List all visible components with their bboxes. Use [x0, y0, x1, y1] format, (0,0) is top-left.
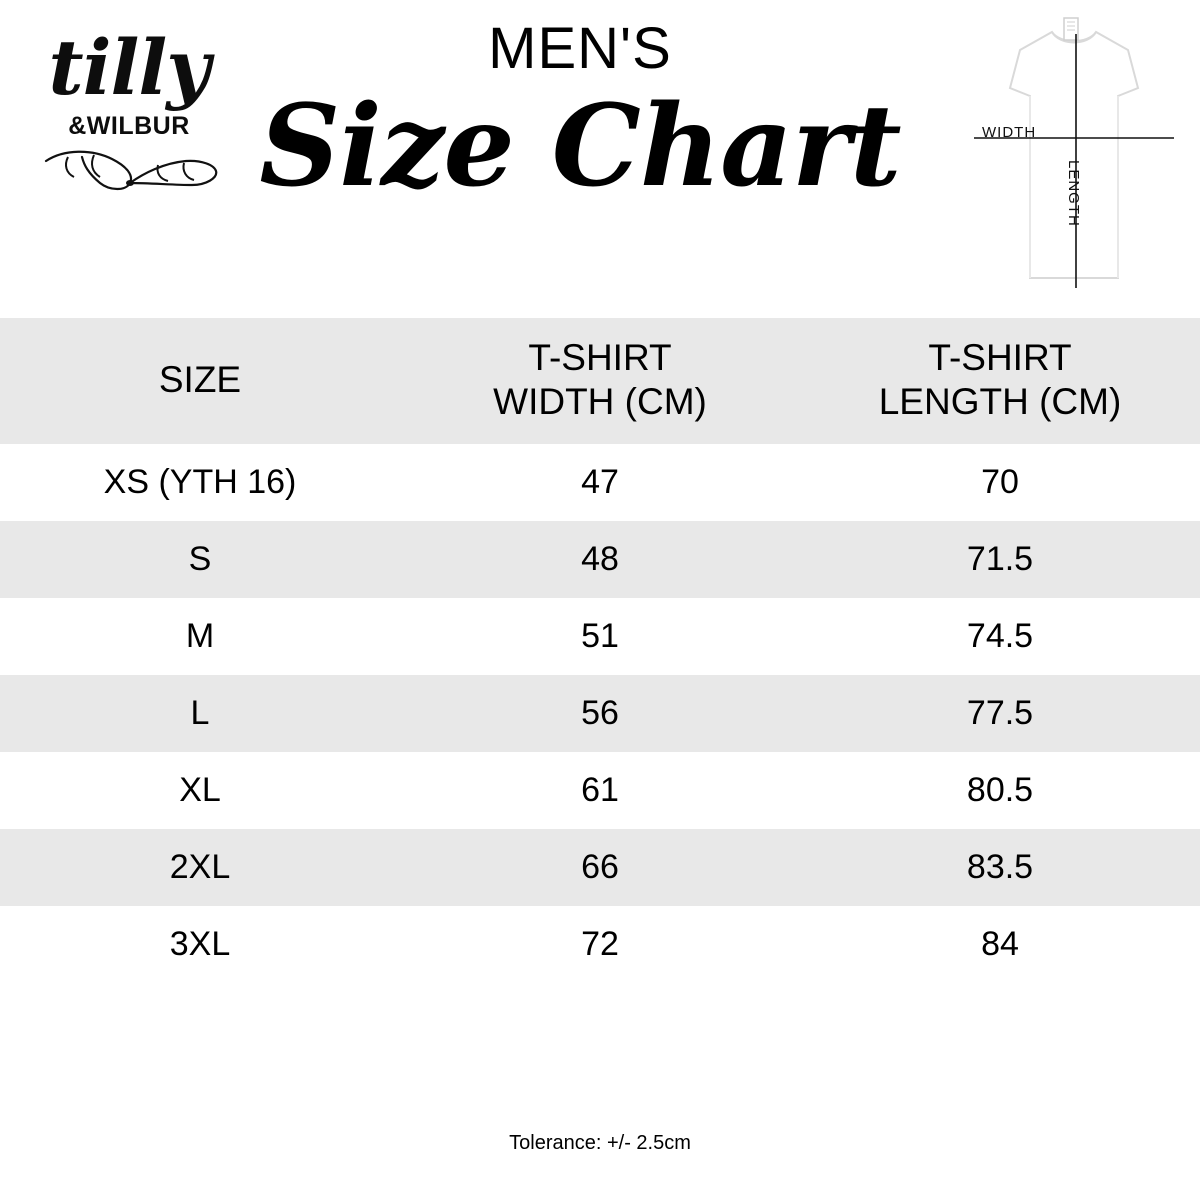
table-row — [0, 829, 1200, 906]
cell-length: 70 — [981, 463, 1019, 501]
column-header-width-line1: T-SHIRT — [528, 337, 672, 378]
brand-script-name: tilly — [48, 23, 210, 112]
table-row — [0, 906, 1200, 983]
column-header-length-line2: LENGTH (CM) — [878, 381, 1122, 422]
cell-width: 66 — [400, 829, 800, 906]
cell-size: 3XL — [169, 925, 231, 963]
column-header-length — [800, 318, 1200, 444]
cell-width: 47 — [581, 463, 619, 501]
cell-length: 71.5 — [800, 521, 1200, 598]
page-title-line1: MEN'S — [488, 16, 672, 81]
cell-length: 74.5 — [966, 617, 1034, 655]
table-head — [0, 318, 1200, 444]
cell-size: M — [185, 617, 215, 655]
table-row — [0, 521, 1200, 598]
size-chart-table — [0, 318, 1200, 983]
column-header-length-line1: T-SHIRT — [928, 337, 1072, 378]
table-row — [0, 598, 1200, 675]
cell-length: 83.5 — [800, 829, 1200, 906]
table-header-row — [0, 318, 1200, 444]
diagram-width-label: WIDTH — [982, 124, 1037, 141]
cell-length: 77.5 — [800, 675, 1200, 752]
cell-width: 61 — [581, 771, 619, 809]
cell-size: XS (YTH 16) — [103, 463, 297, 501]
tolerance-note: Tolerance: +/- 2.5cm — [509, 1132, 691, 1154]
table-body — [0, 444, 1200, 983]
column-header-width-line2: WIDTH (CM) — [493, 381, 707, 422]
chart-header — [0, 0, 1200, 318]
cell-width: 48 — [400, 521, 800, 598]
cell-size: 2XL — [0, 829, 400, 906]
diagram-length-label: LENGTH — [1065, 160, 1082, 227]
cell-size: XL — [179, 771, 221, 809]
column-header-size-line1: SIZE — [158, 359, 242, 400]
page-title-line2: Size Chart — [259, 81, 901, 212]
cell-size: L — [0, 675, 400, 752]
table-row — [0, 675, 1200, 752]
page-title-block — [200, 18, 960, 212]
cell-length: 84 — [981, 925, 1019, 963]
cell-width: 51 — [581, 617, 619, 655]
brand-sub-name: &WILBUR — [68, 112, 190, 140]
table-row — [0, 752, 1200, 829]
column-header-width — [400, 318, 800, 444]
table-row — [0, 444, 1200, 521]
tshirt-measurement-diagram — [960, 10, 1190, 295]
cell-width: 72 — [581, 925, 619, 963]
cell-size: S — [0, 521, 400, 598]
cell-length: 80.5 — [966, 771, 1034, 809]
column-header-size — [0, 318, 400, 444]
cell-width: 56 — [400, 675, 800, 752]
